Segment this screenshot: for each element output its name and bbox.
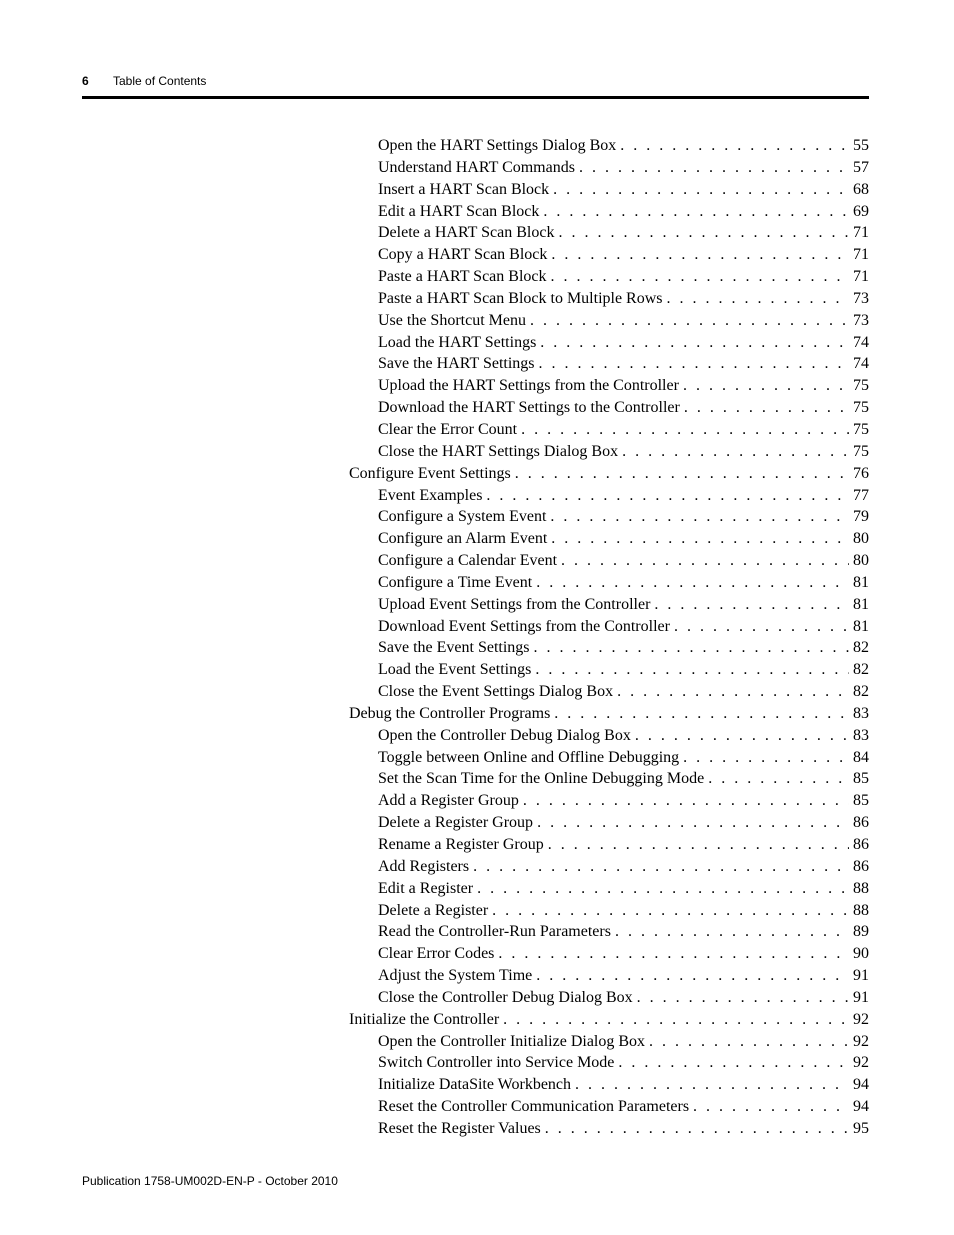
toc-entry-title: Open the HART Settings Dialog Box — [378, 137, 617, 154]
toc-subsection-entry[interactable] — [349, 790, 869, 812]
toc-entry-title: Configure Event Settings — [349, 464, 511, 482]
toc-subsection-entry[interactable] — [349, 244, 869, 266]
dot-leader — [540, 332, 849, 354]
dot-leader — [637, 987, 849, 1009]
toc-entry-page: 86 — [853, 857, 869, 875]
dot-leader — [649, 1031, 849, 1053]
dot-leader — [617, 681, 849, 703]
dot-leader — [535, 659, 849, 681]
toc-entry-page: 86 — [853, 814, 869, 832]
toc-subsection-entry[interactable] — [349, 1031, 869, 1053]
dot-leader — [693, 1096, 849, 1118]
toc-entry-page: 75 — [853, 377, 869, 395]
running-title: Table of Contents — [113, 74, 207, 88]
dot-leader — [550, 506, 849, 528]
toc-subsection-entry[interactable] — [349, 550, 869, 572]
toc-subsection-entry[interactable] — [349, 266, 869, 288]
toc-entry-page: 80 — [853, 552, 869, 570]
toc-entry-page: 71 — [853, 268, 869, 286]
toc-entry-page: 86 — [853, 836, 869, 853]
toc-entry-title: Save the Event Settings — [378, 639, 530, 657]
toc-entry-title: Understand HART Commands — [378, 158, 575, 176]
toc-subsection-entry[interactable] — [349, 332, 869, 354]
toc-entry-page: 94 — [853, 1098, 869, 1116]
toc-entry-title: Upload the HART Settings from the Controller — [378, 377, 679, 395]
toc-entry-title: Read the Controller-Run Parameters — [378, 923, 611, 941]
toc-entry-title: Add a Register Group — [378, 792, 519, 810]
toc-entry-page: 91 — [853, 988, 869, 1006]
toc-entry-page: 68 — [853, 180, 869, 198]
toc-subsection-entry[interactable] — [349, 157, 869, 179]
toc-entry-title: Paste a HART Scan Block — [378, 268, 547, 286]
toc-subsection-entry[interactable] — [349, 288, 869, 310]
dot-leader — [523, 790, 849, 812]
toc-subsection-entry[interactable] — [349, 616, 869, 638]
toc-entry-page: 74 — [853, 355, 869, 373]
toc-entry-page: 81 — [853, 595, 869, 613]
toc-entry-page: 55 — [853, 137, 869, 154]
toc-entry-page: 73 — [853, 289, 869, 307]
toc-entry-title: Copy a HART Scan Block — [378, 246, 548, 264]
toc-subsection-entry[interactable] — [349, 397, 869, 419]
toc-subsection-entry[interactable] — [349, 987, 869, 1009]
toc-entry-page: 85 — [853, 792, 869, 810]
toc-entry-title: Delete a Register Group — [378, 814, 534, 832]
toc-entry-title: Debug the Controller Programs — [349, 704, 551, 722]
toc-entry-title: Toggle between Online and Offline Debugging — [378, 748, 680, 766]
toc-entry-title: Use the Shortcut Menu — [378, 311, 526, 329]
publication-footer: Publication 1758-UM002D-EN-P - October 2010 — [82, 1174, 338, 1188]
toc-subsection-entry[interactable] — [349, 900, 869, 922]
toc-subsection-entry[interactable] — [349, 1118, 869, 1140]
dot-leader — [492, 900, 849, 922]
toc-subsection-entry[interactable] — [349, 921, 869, 943]
toc-subsection-entry[interactable] — [349, 747, 869, 769]
dot-leader — [575, 1074, 849, 1096]
toc-entry-title: Initialize DataSite Workbench — [378, 1076, 572, 1094]
toc-subsection-entry[interactable] — [349, 637, 869, 659]
toc-entry-page: 74 — [853, 333, 869, 351]
toc-entry-title: Configure an Alarm Event — [378, 530, 548, 548]
toc-section-entry[interactable] — [349, 1009, 869, 1031]
dot-leader — [543, 201, 849, 223]
toc-entry-title: Reset the Register Values — [378, 1119, 541, 1137]
dot-leader — [620, 135, 849, 157]
dot-leader — [537, 812, 849, 834]
toc-subsection-entry[interactable] — [349, 222, 869, 244]
toc-subsection-entry[interactable] — [349, 572, 869, 594]
dot-leader — [553, 179, 849, 201]
page-number: 6 — [82, 74, 89, 88]
toc-entry-page: 95 — [853, 1119, 869, 1137]
dot-leader — [551, 528, 849, 550]
toc-entry-title: Edit a HART Scan Block — [378, 202, 540, 220]
toc-entry-title: Download Event Settings from the Controller — [378, 617, 670, 635]
toc-entry-title: Load the Event Settings — [378, 661, 532, 679]
toc-entry-title: Open the Controller Initialize Dialog Box — [378, 1032, 646, 1050]
toc-subsection-entry[interactable] — [349, 834, 869, 856]
dot-leader — [503, 1009, 849, 1031]
toc-entry-page: 81 — [853, 573, 869, 591]
toc-section-entry[interactable] — [349, 703, 869, 725]
toc-entry-page: 91 — [853, 967, 869, 985]
toc-entry-page: 77 — [853, 486, 869, 504]
toc-entry-title: Close the HART Settings Dialog Box — [378, 442, 619, 460]
toc-entry-page: 79 — [853, 508, 869, 526]
toc-entry-page: 83 — [853, 704, 869, 722]
toc-entry-title: Open the Controller Debug Dialog Box — [378, 726, 631, 744]
dot-leader — [554, 703, 849, 725]
toc-entry-page: 80 — [853, 530, 869, 548]
toc-entry-title: Save the HART Settings — [378, 355, 535, 373]
toc-entry-page: 90 — [853, 945, 869, 963]
toc-entry-title: Clear the Error Count — [378, 420, 518, 438]
dot-leader — [536, 965, 849, 987]
toc-subsection-entry[interactable] — [349, 375, 869, 397]
toc-subsection-entry[interactable] — [349, 659, 869, 681]
toc-entry-title: Edit a Register — [378, 879, 474, 897]
toc-entry-title: Delete a Register — [378, 901, 489, 919]
toc-entry-page: 82 — [853, 661, 869, 679]
toc-subsection-entry[interactable] — [349, 1074, 869, 1096]
dot-leader — [684, 397, 849, 419]
toc-entry-title: Adjust the System Time — [378, 967, 533, 985]
dot-leader — [618, 1052, 849, 1074]
toc-entry-page: 57 — [853, 158, 869, 176]
toc-subsection-entry[interactable] — [349, 441, 869, 463]
toc-entry-page: 81 — [853, 617, 869, 635]
toc-list — [349, 135, 869, 1140]
dot-leader — [477, 878, 849, 900]
toc-entry-page: 84 — [853, 748, 869, 766]
toc-entry-title: Insert a HART Scan Block — [378, 180, 550, 198]
toc-entry-page: 69 — [853, 202, 869, 220]
toc-section-entry[interactable] — [349, 463, 869, 485]
toc-entry-page: 82 — [853, 639, 869, 657]
toc-subsection-entry[interactable] — [349, 179, 869, 201]
dot-leader — [498, 943, 849, 965]
toc-subsection-entry[interactable] — [349, 878, 869, 900]
dot-leader — [536, 572, 849, 594]
dot-leader — [561, 550, 849, 572]
dot-leader — [551, 266, 850, 288]
toc-entry-title: Initialize the Controller — [349, 1010, 500, 1028]
toc-subsection-entry[interactable] — [349, 310, 869, 332]
toc-entry-title: Rename a Register Group — [378, 836, 544, 853]
toc-entry-page: 85 — [853, 770, 869, 788]
toc-entry-page: 89 — [853, 923, 869, 941]
toc-entry-page: 71 — [853, 246, 869, 264]
dot-leader — [708, 768, 849, 790]
toc-entry-title: Switch Controller into Service Mode — [378, 1054, 615, 1072]
toc-entry-title: Add Registers — [378, 857, 470, 875]
toc-entry-page: 73 — [853, 311, 869, 329]
toc-subsection-entry[interactable] — [349, 1096, 869, 1118]
toc-entry-page: 71 — [853, 224, 869, 242]
toc-subsection-entry[interactable] — [349, 506, 869, 528]
toc-entry-page: 92 — [853, 1010, 869, 1028]
toc-entry-title: Paste a HART Scan Block to Multiple Rows — [378, 289, 663, 307]
dot-leader — [622, 441, 849, 463]
dot-leader — [545, 1118, 849, 1140]
toc-subsection-entry[interactable] — [349, 201, 869, 223]
toc-subsection-entry[interactable] — [349, 812, 869, 834]
toc-entry-title: Reset the Controller Communication Parameters — [378, 1098, 690, 1116]
dot-leader — [683, 375, 849, 397]
header-rule — [82, 96, 869, 99]
toc-entry-page: 88 — [853, 901, 869, 919]
dot-leader — [551, 244, 849, 266]
toc-entry-title: Configure a Calendar Event — [378, 552, 558, 570]
toc-subsection-entry[interactable] — [349, 485, 869, 507]
toc-entry-page: 75 — [853, 442, 869, 460]
dot-leader — [683, 747, 849, 769]
toc-entry-page: 88 — [853, 879, 869, 897]
toc-subsection-entry[interactable] — [349, 943, 869, 965]
toc-subsection-entry[interactable] — [349, 965, 869, 987]
toc-entry-title: Configure a Time Event — [378, 573, 533, 591]
dot-leader — [534, 637, 849, 659]
toc-entry-title: Clear Error Codes — [378, 945, 495, 963]
dot-leader — [530, 310, 849, 332]
toc-entry-page: 83 — [853, 726, 869, 744]
dot-leader — [674, 616, 849, 638]
toc-subsection-entry[interactable] — [349, 681, 869, 703]
dot-leader — [548, 834, 849, 856]
toc-subsection-entry[interactable] — [349, 353, 869, 375]
toc-subsection-entry[interactable] — [349, 594, 869, 616]
toc-entry-page: 76 — [853, 464, 869, 482]
toc-entry-page: 82 — [853, 683, 869, 701]
toc-entry-title: Close the Controller Debug Dialog Box — [378, 988, 633, 1006]
dot-leader — [558, 222, 849, 244]
toc-subsection-entry[interactable] — [349, 1052, 869, 1074]
dot-leader — [615, 921, 849, 943]
toc-entry-title: Close the Event Settings Dialog Box — [378, 683, 614, 701]
toc-subsection-entry[interactable] — [349, 135, 869, 157]
dot-leader — [486, 485, 849, 507]
toc-entry-title: Upload Event Settings from the Controller — [378, 595, 651, 613]
toc-entry-title: Load the HART Settings — [378, 333, 537, 351]
toc-entry-title: Download the HART Settings to the Controller — [378, 399, 680, 417]
dot-leader — [635, 725, 849, 747]
toc-subsection-entry[interactable] — [349, 856, 869, 878]
dot-leader — [579, 157, 849, 179]
toc-subsection-entry[interactable] — [349, 419, 869, 441]
toc-subsection-entry[interactable] — [349, 725, 869, 747]
dot-leader — [654, 594, 849, 616]
toc-entry-page: 94 — [853, 1076, 869, 1094]
dot-leader — [521, 419, 849, 441]
toc-entry-page: 92 — [853, 1054, 869, 1072]
toc-entry-page: 75 — [853, 399, 869, 417]
toc-subsection-entry[interactable] — [349, 768, 869, 790]
toc-subsection-entry[interactable] — [349, 528, 869, 550]
toc-entry-page: 92 — [853, 1032, 869, 1050]
toc-entry-title: Delete a HART Scan Block — [378, 224, 555, 242]
dot-leader — [667, 288, 849, 310]
toc-entry-title: Event Examples — [378, 486, 483, 504]
dot-leader — [515, 463, 849, 485]
page-header — [82, 72, 869, 92]
dot-leader — [473, 856, 849, 878]
toc-entry-page: 75 — [853, 420, 869, 438]
toc-entry-title: Set the Scan Time for the Online Debugging Mode — [378, 770, 705, 788]
toc-entry-title: Configure a System Event — [378, 508, 547, 526]
dot-leader — [539, 353, 849, 375]
